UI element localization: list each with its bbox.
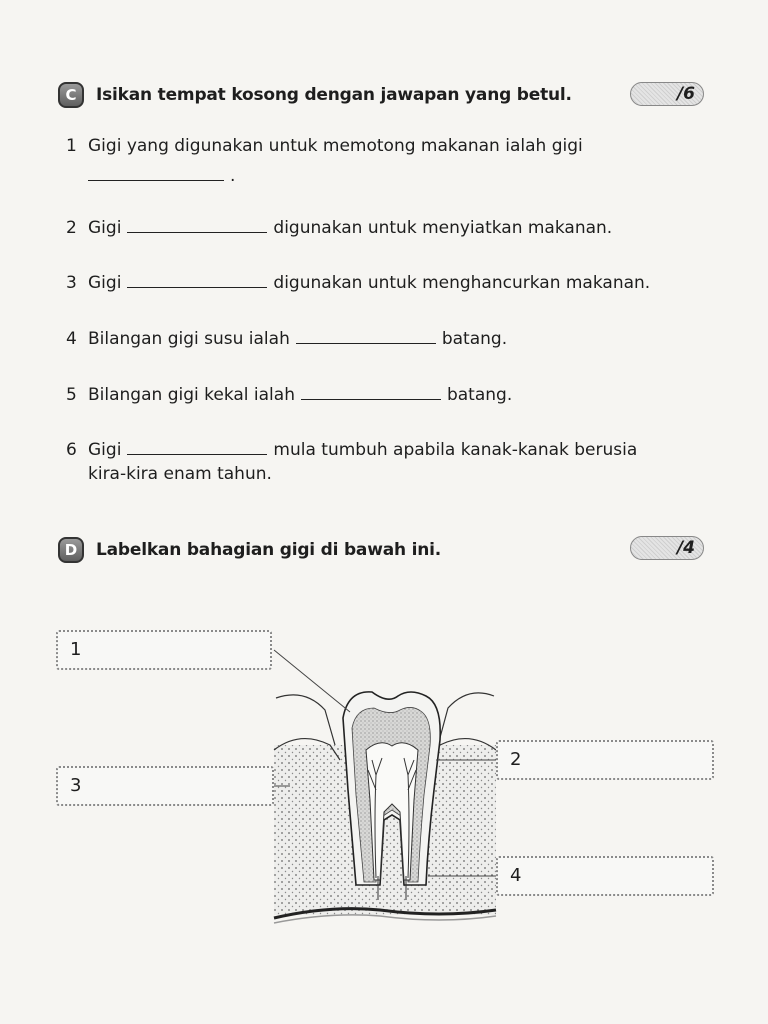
question-6-number: 6 bbox=[66, 440, 77, 460]
label-box-3[interactable]: 3 bbox=[56, 766, 274, 806]
neighbor-tooth-left bbox=[276, 695, 335, 745]
question-3 bbox=[66, 271, 706, 295]
neighbor-tooth-right bbox=[438, 693, 494, 745]
section-c-header bbox=[58, 80, 572, 110]
question-1-text: Gigi yang digunakan untuk memotong makanan ialah gigi bbox=[88, 136, 583, 156]
section-c-title: Isikan tempat kosong dengan jawapan yang betul. bbox=[96, 85, 572, 105]
label-box-4[interactable]: 4 bbox=[496, 856, 714, 896]
question-4-post: batang. bbox=[441, 329, 508, 349]
section-c-badge: C bbox=[58, 82, 84, 108]
question-2 bbox=[66, 216, 706, 240]
question-5-number: 5 bbox=[66, 385, 77, 405]
blood-vessel-shadow bbox=[274, 915, 496, 923]
question-3-pre: Gigi bbox=[88, 273, 122, 293]
question-6 bbox=[66, 438, 706, 486]
answer-blank-4[interactable] bbox=[296, 329, 436, 344]
question-3-post: digunakan untuk menghancurkan makanan. bbox=[273, 273, 651, 293]
answer-blank-2[interactable] bbox=[127, 218, 267, 233]
answer-blank-5[interactable] bbox=[301, 385, 441, 400]
question-3-number: 3 bbox=[66, 273, 77, 293]
question-5 bbox=[66, 383, 706, 407]
pointer-line-1 bbox=[274, 650, 350, 712]
label-box-2[interactable]: 2 bbox=[496, 740, 714, 780]
question-1: 1 Gigi yang digunakan untuk memotong makanan ialah gigi . bbox=[66, 136, 583, 186]
question-4 bbox=[66, 327, 706, 351]
question-5-pre: Bilangan gigi kekal ialah bbox=[88, 385, 295, 405]
question-6-line2: kira-kira enam tahun. bbox=[88, 464, 272, 484]
question-2-pre: Gigi bbox=[88, 218, 122, 238]
question-5-post: batang. bbox=[446, 385, 513, 405]
answer-blank-1[interactable] bbox=[88, 166, 224, 181]
section-d-title: Labelkan bahagian gigi di bawah ini. bbox=[96, 540, 442, 560]
question-4-number: 4 bbox=[66, 329, 77, 349]
section-d-score: /4 bbox=[630, 536, 704, 560]
question-4-pre: Bilangan gigi susu ialah bbox=[88, 329, 290, 349]
answer-blank-6[interactable] bbox=[127, 440, 267, 455]
question-6-pre: Gigi bbox=[88, 440, 122, 460]
question-6-post: mula tumbuh apabila kanak-kanak berusia bbox=[273, 440, 638, 460]
section-d-header bbox=[58, 535, 441, 565]
question-1-number: 1 bbox=[66, 136, 77, 156]
question-2-number: 2 bbox=[66, 218, 77, 238]
label-box-1[interactable]: 1 bbox=[56, 630, 272, 670]
section-c-score: /6 bbox=[630, 82, 704, 106]
section-d-badge: D bbox=[58, 537, 84, 563]
question-2-post: digunakan untuk menyiatkan makanan. bbox=[273, 218, 613, 238]
answer-blank-3[interactable] bbox=[127, 273, 267, 288]
